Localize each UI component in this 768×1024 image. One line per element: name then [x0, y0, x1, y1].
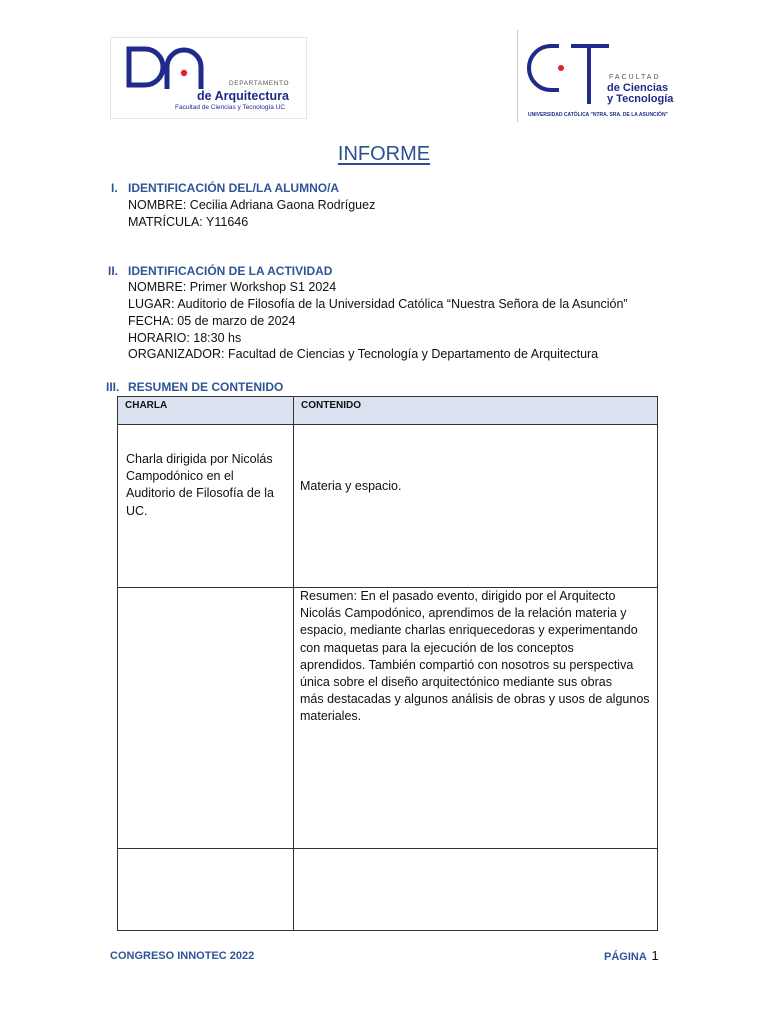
student-name: NOMBRE: Cecilia Adriana Gaona Rodríguez — [128, 198, 376, 212]
activity-time: HORARIO: 18:30 hs — [128, 331, 242, 345]
cell-line: Campodónico en el — [126, 469, 234, 484]
section-3-title: RESUMEN DE CONTENIDO — [128, 380, 284, 394]
cell-line: más destacadas y algunos análisis de obras y usos de algunos — [300, 692, 650, 707]
table-column-divider — [293, 397, 294, 930]
section-1-number: I. — [111, 181, 118, 195]
cell-line: espacio, mediante charlas enriquecedoras y experimentando — [300, 623, 638, 638]
footer-page-number: 1 — [651, 948, 659, 963]
faculty-small-text: FACULTAD — [609, 74, 661, 81]
section-2-number: II. — [108, 264, 119, 278]
faculty-logo — [517, 28, 681, 124]
table-header-row — [118, 397, 657, 425]
section-3-number: III. — [106, 380, 120, 394]
table-header-contenido: CONTENIDO — [301, 400, 361, 411]
activity-organizer: ORGANIZADOR: Facultad de Ciencias y Tecnología y Departamento de Arquitectura — [128, 347, 599, 361]
university-text: UNIVERSIDAD CATÓLICA "NTRA. SRA. DE LA ASUNCIÓN" — [528, 112, 668, 118]
section-2-title: IDENTIFICACIÓN DE LA ACTIVIDAD — [128, 264, 333, 278]
cell-line: UC. — [126, 503, 148, 518]
table-cell-contenido-summary — [300, 588, 650, 726]
faculty-big-line-1: de Ciencias — [607, 82, 669, 94]
faculty-big-text — [607, 83, 673, 105]
student-id: MATRÍCULA: Y11646 — [128, 215, 249, 229]
dept-sub-text: Facultad de Ciencias y Tecnología UC — [175, 104, 286, 111]
cell-line: Resumen: En el pasado evento, dirigido por el Arquitecto — [300, 589, 616, 603]
document-title: INFORME — [337, 143, 431, 165]
dept-small-text: DEPARTAMENTO — [229, 80, 290, 87]
da-monogram-icon — [125, 43, 205, 93]
cell-line: Auditorio de Filosofía de la — [126, 486, 275, 501]
activity-place: LUGAR: Auditorio de Filosofía de la Universidad Católica “Nuestra Señora de la Asunción” — [128, 297, 628, 311]
logo-divider — [517, 30, 518, 122]
footer-page-label: PÁGINA — [604, 951, 647, 963]
cell-line: aprendidos. También compartió con nosotros su perspectiva — [300, 657, 634, 672]
activity-name: NOMBRE: Primer Workshop S1 2024 — [128, 280, 337, 294]
cell-line: materiales. — [300, 709, 362, 724]
dept-big-text: de Arquitectura — [197, 89, 289, 103]
cell-line: Charla dirigida por Nicolás — [126, 452, 273, 466]
table-cell-charla — [126, 451, 274, 520]
table-cell-contenido — [300, 478, 401, 495]
department-logo — [110, 37, 307, 119]
content-summary-table — [117, 396, 658, 931]
cell-line: Nicolás Campodónico, aprendimos de la relación materia y — [300, 606, 627, 621]
faculty-big-line-2: y Tecnología — [607, 93, 674, 105]
footer-event-name: CONGRESO INNOTEC 2022 — [110, 950, 255, 962]
table-row-divider — [118, 848, 657, 849]
table-header-charla: CHARLA — [125, 400, 168, 411]
section-1-title: IDENTIFICACIÓN DEL/LA ALUMNO/A — [128, 181, 340, 195]
footer-page — [604, 948, 659, 963]
activity-date: FECHA: 05 de marzo de 2024 — [128, 314, 296, 328]
cell-line: con maquetas para la ejecución de los conceptos — [300, 640, 574, 655]
cell-line: única sobre el diseño arquitectónico mediante sus obras — [300, 675, 612, 690]
cell-line: Materia y espacio. — [300, 479, 402, 493]
ct-monogram-icon — [525, 38, 615, 110]
